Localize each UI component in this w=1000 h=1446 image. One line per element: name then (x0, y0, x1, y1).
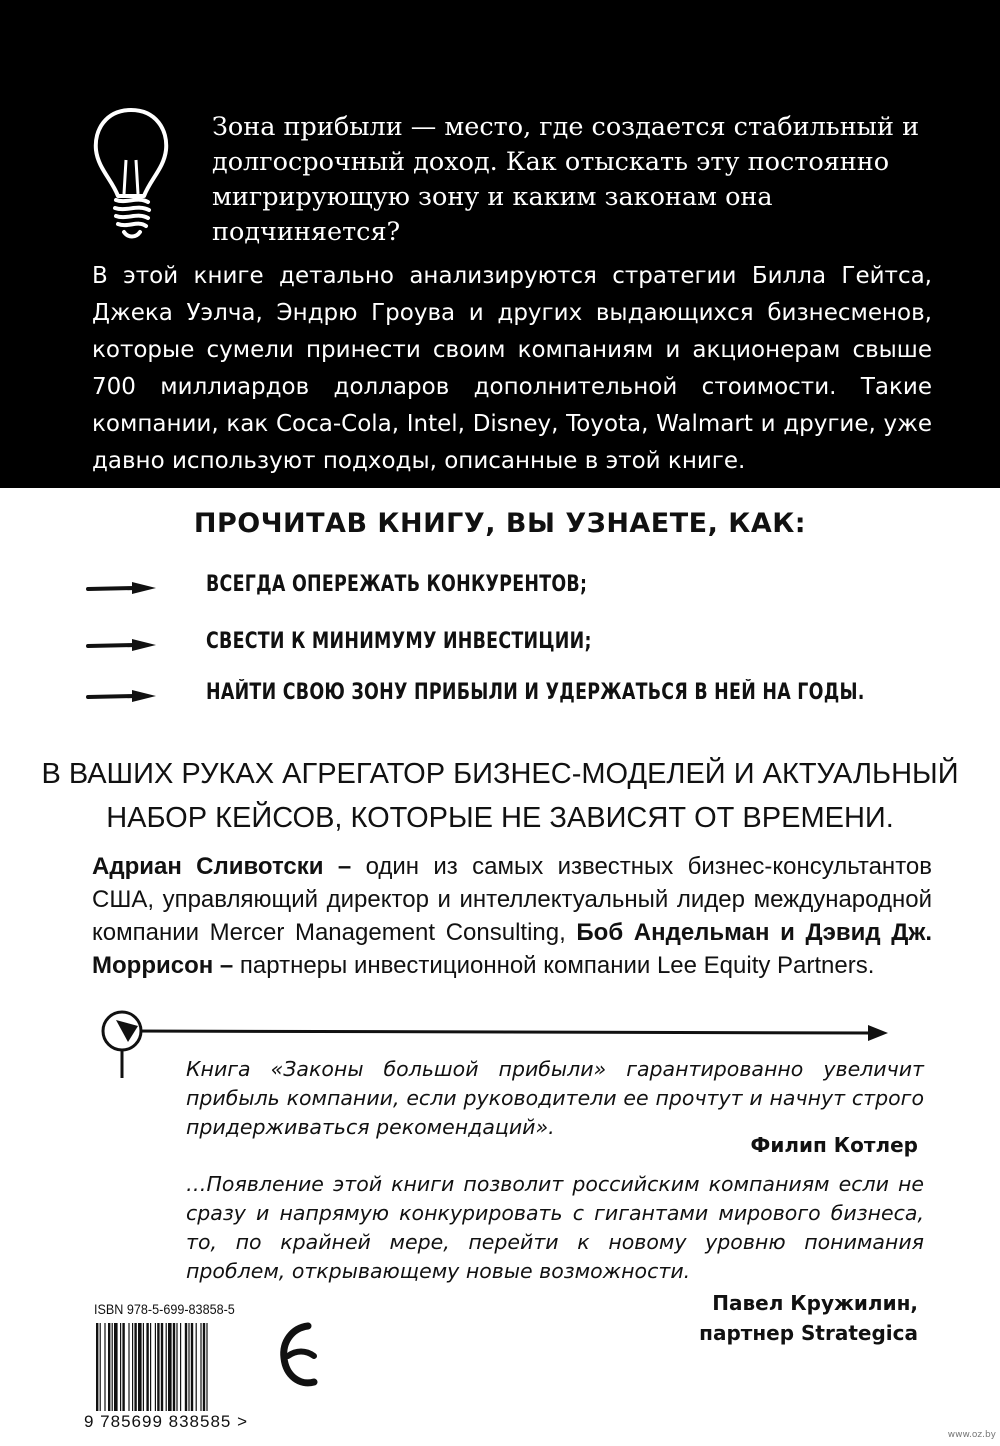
description-text: В этой книге детально анализируются стратегии Билла Гейтса, Джека Уэлча, Эндрю Гроува и других выдающихся бизнесменов, которые сумели принести своим компаниям и акционерам свыше 700 миллиардов долларов дополнительной стоимости. Такие компании, как Coca-Cola, Intel, Disney, Toyota, Walmart и другие, уже давно используют подходы, описанные в этой книге. (92, 263, 932, 474)
barcode-bar (166, 1323, 167, 1411)
barcode (94, 1323, 254, 1411)
barcode-bar (150, 1323, 151, 1411)
arrow-right-icon (86, 637, 158, 653)
learn-item-text: НАЙТИ СВОЮ ЗОНУ ПРИБЫЛИ И УДЕРЖАТЬСЯ В НЕЙ НА ГОДЫ. (206, 680, 865, 705)
barcode-bar (185, 1323, 187, 1411)
barcode-number: 9 785699 838585 > (84, 1412, 249, 1431)
quote-author-line: партнер Strategica (699, 1321, 918, 1345)
learn-item-text: СВЕСТИ К МИНИМУМУ ИНВЕСТИЦИИ; (206, 629, 592, 654)
barcode-bar (161, 1323, 163, 1411)
black-header-panel (0, 0, 1000, 488)
barcode-bar (206, 1323, 207, 1411)
aggregator-statement: В ВАШИХ РУКАХ АГРЕГАТОР БИЗНЕС-МОДЕЛЕЙ И АКТУАЛЬНЫЙ НАБОР КЕЙСОВ, КОТОРЫЕ НЕ ЗАВИСЯТ ОТ ВРЕМЕНИ. (41, 758, 959, 834)
author-name-2: Боб Андельман и Дэвид Дж. Моррисон – (92, 919, 932, 979)
arrow-right-icon (86, 580, 158, 596)
author-text-2: партнеры инвестиционной компании Lee Equity Partners. (233, 952, 875, 979)
barcode-bar (168, 1323, 172, 1411)
learn-item (0, 625, 1000, 665)
barcode-bar (155, 1323, 156, 1411)
barcode-bar (180, 1323, 181, 1411)
quote-text: …Появление этой книги позволит российским компаниям если не сразу и напрямую конкурировать с гигантами мирового бизнеса, то, по крайней мере, перейти к новому уровню понимания проблем, открывающему новые возможности. (186, 1172, 924, 1283)
barcode-bar (100, 1323, 101, 1411)
barcode-bar (120, 1323, 121, 1411)
barcode-bar (176, 1323, 177, 1411)
learn-item (0, 676, 1000, 716)
barcode-bar (104, 1323, 105, 1411)
barcode-bar (191, 1323, 193, 1411)
barcode-bar (196, 1323, 197, 1411)
barcode-bar (143, 1323, 144, 1411)
quote-text: Книга «Законы большой прибыли» гарантированно увеличит прибыль компании, если руководители ее прочтут и начнут строго придерживаться рекомендаций». (186, 1057, 924, 1139)
learn-heading: ПРОЧИТАВ КНИГУ, ВЫ УЗНАЕТЕ, КАК: (193, 508, 807, 539)
barcode-bar (146, 1323, 148, 1411)
barcode-bar (114, 1323, 118, 1411)
authors-bio (92, 850, 932, 982)
learn-item-text: ВСЕГДА ОПЕРЕЖАТЬ КОНКУРЕНТОВ; (206, 572, 588, 597)
barcode-bar (112, 1323, 113, 1411)
watermark: www.oz.by (947, 1430, 996, 1440)
quote-author (751, 1130, 919, 1160)
barcode-bar (173, 1323, 175, 1411)
barcode-bar (200, 1323, 201, 1411)
intro-text: Зона прибыли — место, где создается стабильный и долгосрочный доход. Как отыскать эту постоянно мигрирующую зону и каким законам она подчиняется? (212, 112, 920, 247)
barcode-bar (203, 1323, 205, 1411)
barcode-bar (134, 1323, 136, 1411)
barcode-bar (188, 1323, 189, 1411)
barcode-bar (132, 1323, 133, 1411)
quote-author-line: Павел Кружилин, (712, 1291, 918, 1315)
barcode-bar (157, 1323, 159, 1411)
barcode-bar (96, 1323, 98, 1411)
barcode-bar (128, 1323, 129, 1411)
quote-author-line: Филип Котлер (750, 1133, 918, 1157)
barcode-bar (108, 1323, 110, 1411)
learn-item (0, 568, 1000, 608)
barcode-bar (138, 1323, 142, 1411)
lightbulb-icon (88, 104, 174, 244)
barcode-bar (122, 1323, 124, 1411)
publisher-logo-icon (278, 1320, 322, 1392)
author-text-1: один из самых известных бизнес-консультантов США, управляющий директор и интеллектуальный лидер международной компании Mercer Management Consulting, (92, 853, 933, 946)
arrow-right-icon (86, 688, 158, 704)
quote-author (699, 1288, 918, 1348)
author-name-1: Адриан Сливотски – (92, 853, 352, 880)
isbn-label: ISBN 978-5-699-83858-5 (94, 1301, 235, 1317)
barcode-bars (96, 1323, 208, 1411)
